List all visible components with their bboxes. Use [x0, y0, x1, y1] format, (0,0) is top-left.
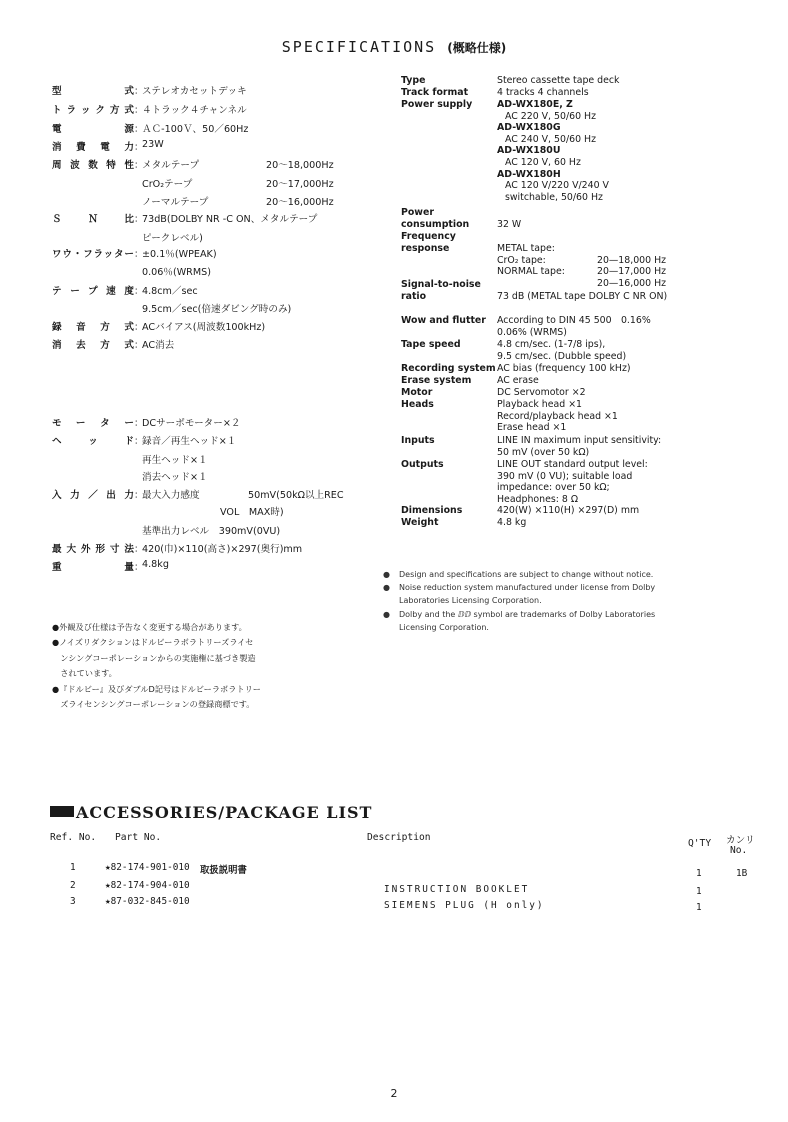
table-cell-description: INSTRUCTION BOOKLET: [384, 884, 530, 895]
english-notes: [383, 568, 683, 634]
jp-spec-value: ステレオカセットデッキ: [142, 86, 247, 97]
table-cell-part-no: ★82-174-901-010: [105, 862, 190, 873]
en-spec-value: [497, 291, 747, 303]
en-spec-line: NORMAL tape:: [497, 266, 565, 278]
en-spec-line: Erase head ×1: [497, 422, 567, 434]
jp-spec-value: ４トラック４チャンネル: [142, 105, 247, 116]
table-cell-ref: 1: [70, 862, 76, 873]
en-spec-subvalue: 20—18,000 Hz: [597, 254, 667, 266]
en-spec-label: Signal-to-noise ratio: [401, 279, 481, 302]
jp-spec-label: 最大外形寸法: [52, 544, 134, 555]
en-spec-line: 0.06% (WRMS): [497, 326, 567, 338]
jp-spec-value: メタルテープ: [142, 160, 200, 171]
bullet-icon: ●: [383, 583, 390, 593]
colon: ：: [134, 286, 144, 297]
en-spec-value: [497, 99, 747, 203]
colon: ：: [134, 124, 144, 135]
colon: ：: [134, 86, 144, 97]
jp-spec-value: ＡＣ-100Ｖ、50／60Hz: [142, 124, 249, 135]
jp-spec-label: テープ速度: [52, 286, 134, 297]
colon: ：: [134, 160, 144, 171]
en-spec-label: Power consumption: [401, 207, 470, 230]
title-jp: (概略仕様): [447, 41, 507, 55]
jp-spec-value: 23W: [142, 139, 164, 150]
jp-spec-label: 型 式: [52, 86, 134, 97]
en-spec-line: CrO₂ tape:: [497, 254, 546, 266]
accessories-title: [50, 803, 372, 822]
colon: ：: [134, 105, 144, 116]
jp-spec-value: 0.06％(WRMS): [142, 267, 211, 278]
en-spec-line: DC Servomotor ×2: [497, 387, 586, 398]
en-spec-label: Power supply: [401, 99, 473, 110]
header-kanri-no: No.: [730, 845, 748, 856]
colon: ：: [134, 142, 144, 153]
colon: ：: [134, 322, 144, 333]
en-spec-label: Wow and flutter: [401, 315, 486, 326]
en-spec-label: Inputs: [401, 435, 435, 446]
en-spec-value: [497, 87, 747, 99]
en-spec-label: Track format: [401, 87, 469, 98]
colon: ：: [134, 562, 144, 573]
jp-spec-label: 消費電力: [52, 142, 134, 153]
japanese-notes: [52, 620, 302, 712]
en-spec-value: [497, 243, 747, 289]
en-spec-line: 420(W) ×110(H) ×297(D) mm: [497, 505, 640, 516]
en-spec-line: 4.8 cm/sec. (1-7/8 ips),: [497, 339, 606, 350]
en-spec-line: Record/playback head ×1: [497, 410, 618, 422]
en-spec-value: [497, 459, 747, 505]
en-spec-value: [497, 387, 747, 399]
en-spec-label: Frequency response: [401, 231, 456, 254]
en-spec-value: [497, 435, 747, 458]
colon: ：: [134, 340, 144, 351]
en-spec-label: Type: [401, 75, 426, 86]
table-cell-qty: 1: [696, 902, 702, 913]
en-spec-value: [497, 375, 747, 387]
jp-spec-label: 入力／出力: [52, 490, 134, 501]
en-spec-subvalue: 20—17,000 Hz: [597, 266, 667, 278]
jp-spec-value: 再生ヘッド×１: [142, 455, 208, 466]
en-note: [383, 581, 683, 607]
en-spec-label: Motor: [401, 387, 433, 398]
jp-note-line: されています。: [52, 668, 117, 679]
jp-spec-subvalue: 20〜16,000Hz: [266, 197, 334, 208]
jp-spec-value: ±0.1％(WPEAK): [142, 249, 217, 260]
header-qty: Q'TY: [688, 838, 712, 849]
title-bullet-block: [50, 806, 74, 817]
en-spec-line: AC erase: [497, 375, 539, 386]
en-spec-line: AD-WX180E, Z: [497, 99, 573, 110]
jp-spec-subvalue: 20〜17,000Hz: [266, 179, 334, 190]
en-spec-value: [497, 505, 747, 517]
jp-spec-value: ACバイアス(周波数100kHz): [142, 322, 266, 333]
en-spec-value: [497, 363, 747, 375]
jp-spec-value: 消去ヘッド×１: [142, 472, 208, 483]
jp-spec-label: 電 源: [52, 124, 134, 135]
en-spec-line: AC 220 V, 50/60 Hz: [505, 110, 596, 122]
jp-note-line: ●『ドルビー』及びダブルD記号はドルビーラボラトリー: [52, 683, 261, 694]
jp-spec-value: 420(巾)×110(高さ)×297(奥行)mm: [142, 544, 303, 555]
table-cell-qty: 1: [696, 868, 702, 879]
jp-spec-value: 最大入力感度: [142, 490, 200, 501]
en-spec-value: [497, 219, 747, 231]
header-ref-no: Ref. No.: [50, 832, 97, 843]
jp-spec-subvalue: VOL MAX時): [220, 507, 284, 518]
jp-spec-value: CrO₂テープ: [142, 179, 193, 190]
colon: ：: [134, 490, 144, 501]
header-description: Description: [367, 832, 431, 843]
en-spec-label: Erase system: [401, 375, 472, 386]
en-spec-value: [497, 339, 747, 362]
jp-spec-label: ワウ・フラッター: [52, 249, 134, 260]
en-spec-line: impedance: over 50 kΩ;: [497, 482, 610, 494]
en-spec-line: Headphones: 8 Ω: [497, 493, 578, 505]
colon: ：: [134, 436, 144, 447]
en-note-text: Noise reduction system manufactured under license from Dolby Laboratories Licensing Corporation.: [399, 583, 656, 606]
en-spec-line: LINE IN maximum input sensitivity:: [497, 435, 662, 446]
table-cell-description: SIEMENS PLUG (H only): [384, 900, 545, 911]
jp-spec-value: 録音／再生ヘッド×１: [142, 436, 237, 447]
header-part-no: Part No.: [115, 832, 162, 843]
en-spec-line: 73 dB (METAL tape DOLBY C NR ON): [497, 291, 668, 302]
en-spec-line: 32 W: [497, 219, 522, 230]
en-spec-line: switchable, 50/60 Hz: [505, 191, 603, 203]
en-spec-value: [497, 315, 747, 338]
en-spec-label: Heads: [401, 399, 434, 410]
jp-note-line: ●ノイズリダクションはドルビーラボラトリーズライセ: [52, 637, 254, 648]
title-main: SPECIFICATIONS: [281, 38, 437, 56]
table-cell-part-jp: 取扱説明書: [200, 865, 247, 876]
table-cell-part-no: ★82-174-904-010: [105, 880, 190, 891]
jp-note-line: ンシングコーポレーションからの実施権に基づき製造: [52, 652, 256, 663]
en-spec-line: AC 120 V, 60 Hz: [505, 156, 581, 168]
en-spec-line: LINE OUT standard output level:: [497, 459, 648, 470]
jp-spec-label: 消去方式: [52, 340, 134, 351]
en-spec-line: AC 120 V/220 V/240 V: [505, 180, 609, 192]
en-spec-subvalue: 20—16,000 Hz: [597, 277, 667, 289]
en-spec-value: [497, 399, 747, 434]
page-number: 2: [390, 1087, 398, 1100]
jp-spec-value: 基準出力レベル 390mV(0VU): [142, 526, 281, 537]
en-spec-line: 4 tracks 4 channels: [497, 87, 589, 98]
en-spec-line: METAL tape:: [497, 243, 555, 254]
en-note-text: Design and specifications are subject to change without notice.: [399, 570, 654, 579]
jp-spec-value: AC消去: [142, 340, 175, 351]
jp-spec-value: 73dB(DOLBY NR -C ON、メタルテープ: [142, 214, 318, 225]
bullet-icon: ●: [383, 609, 390, 619]
page-title: [0, 38, 788, 56]
jp-spec-label: モーター: [52, 418, 134, 429]
en-spec-line: 50 mV (over 50 kΩ): [497, 446, 590, 458]
en-spec-line: 390 mV (0 VU); suitable load: [497, 470, 633, 482]
en-spec-line: AD-WX180U: [497, 145, 561, 157]
jp-spec-label: Ｓ Ｎ 比: [52, 214, 134, 225]
jp-spec-value: 9.5cm／sec(倍速ダビング時のみ): [142, 304, 292, 315]
table-cell-kanri: 1B: [736, 868, 748, 879]
en-note: [383, 568, 683, 581]
colon: ：: [134, 418, 144, 429]
jp-spec-label: ヘッド: [52, 436, 134, 447]
en-spec-label: Outputs: [401, 459, 444, 470]
table-cell-qty: 1: [696, 886, 702, 897]
en-spec-label: Recording system: [401, 363, 496, 374]
jp-note-line: ズライセンシングコーポレーションの登録商標です。: [52, 699, 255, 710]
en-spec-line: 9.5 cm/sec. (Dubble speed): [497, 350, 627, 362]
jp-spec-value: ピークレベル): [142, 233, 203, 244]
jp-spec-label: 録音方式: [52, 322, 134, 333]
en-note-text: Dolby and the ⅅⅅ symbol are trademarks of Dolby Laboratories Licensing Corporation.: [399, 609, 656, 632]
jp-spec-label: 周波数特性: [52, 160, 134, 171]
en-spec-line: 4.8 kg: [497, 517, 527, 528]
jp-spec-label: 重 量: [52, 562, 134, 573]
jp-spec-value: 4.8cm／sec: [142, 286, 198, 297]
en-spec-label: Tape speed: [401, 339, 461, 350]
en-spec-value: [497, 517, 747, 529]
accessories-title-text: ACCESSORIES/PACKAGE LIST: [76, 803, 373, 822]
bullet-icon: ●: [383, 570, 390, 579]
en-spec-line: Playback head ×1: [497, 399, 583, 410]
en-spec-line: AC bias (frequency 100 kHz): [497, 363, 631, 374]
jp-spec-value: 4.8kg: [142, 559, 169, 570]
jp-spec-subvalue: 20〜18,000Hz: [266, 160, 334, 171]
en-spec-value: [497, 75, 747, 87]
jp-spec-label: トラック方式: [52, 105, 134, 116]
en-spec-label: Dimensions: [401, 505, 463, 516]
colon: ：: [134, 544, 144, 555]
jp-spec-subvalue: 50mV(50kΩ以上REC: [248, 490, 344, 501]
jp-spec-value: ノーマルテープ: [142, 197, 209, 208]
en-spec-line: AD-WX180G: [497, 122, 561, 134]
en-spec-line: AC 240 V, 50/60 Hz: [505, 133, 596, 145]
colon: ：: [134, 249, 144, 260]
jp-note-line: ●外観及び仕様は予告なく変更する場合があります。: [52, 622, 247, 632]
colon: ：: [134, 214, 144, 225]
table-cell-ref: 3: [70, 896, 76, 907]
en-spec-line: According to DIN 45 500 0.16%: [497, 315, 651, 326]
table-cell-part-no: ★87-032-845-010: [105, 896, 190, 907]
en-spec-line: Stereo cassette tape deck: [497, 75, 620, 86]
table-cell-ref: 2: [70, 880, 76, 891]
jp-spec-value: DCサーボモーター×２: [142, 418, 241, 429]
en-spec-label: Weight: [401, 517, 439, 528]
en-note: [383, 608, 683, 634]
header-kanri: カンリ: [726, 835, 755, 846]
en-spec-line: AD-WX180H: [497, 168, 561, 180]
